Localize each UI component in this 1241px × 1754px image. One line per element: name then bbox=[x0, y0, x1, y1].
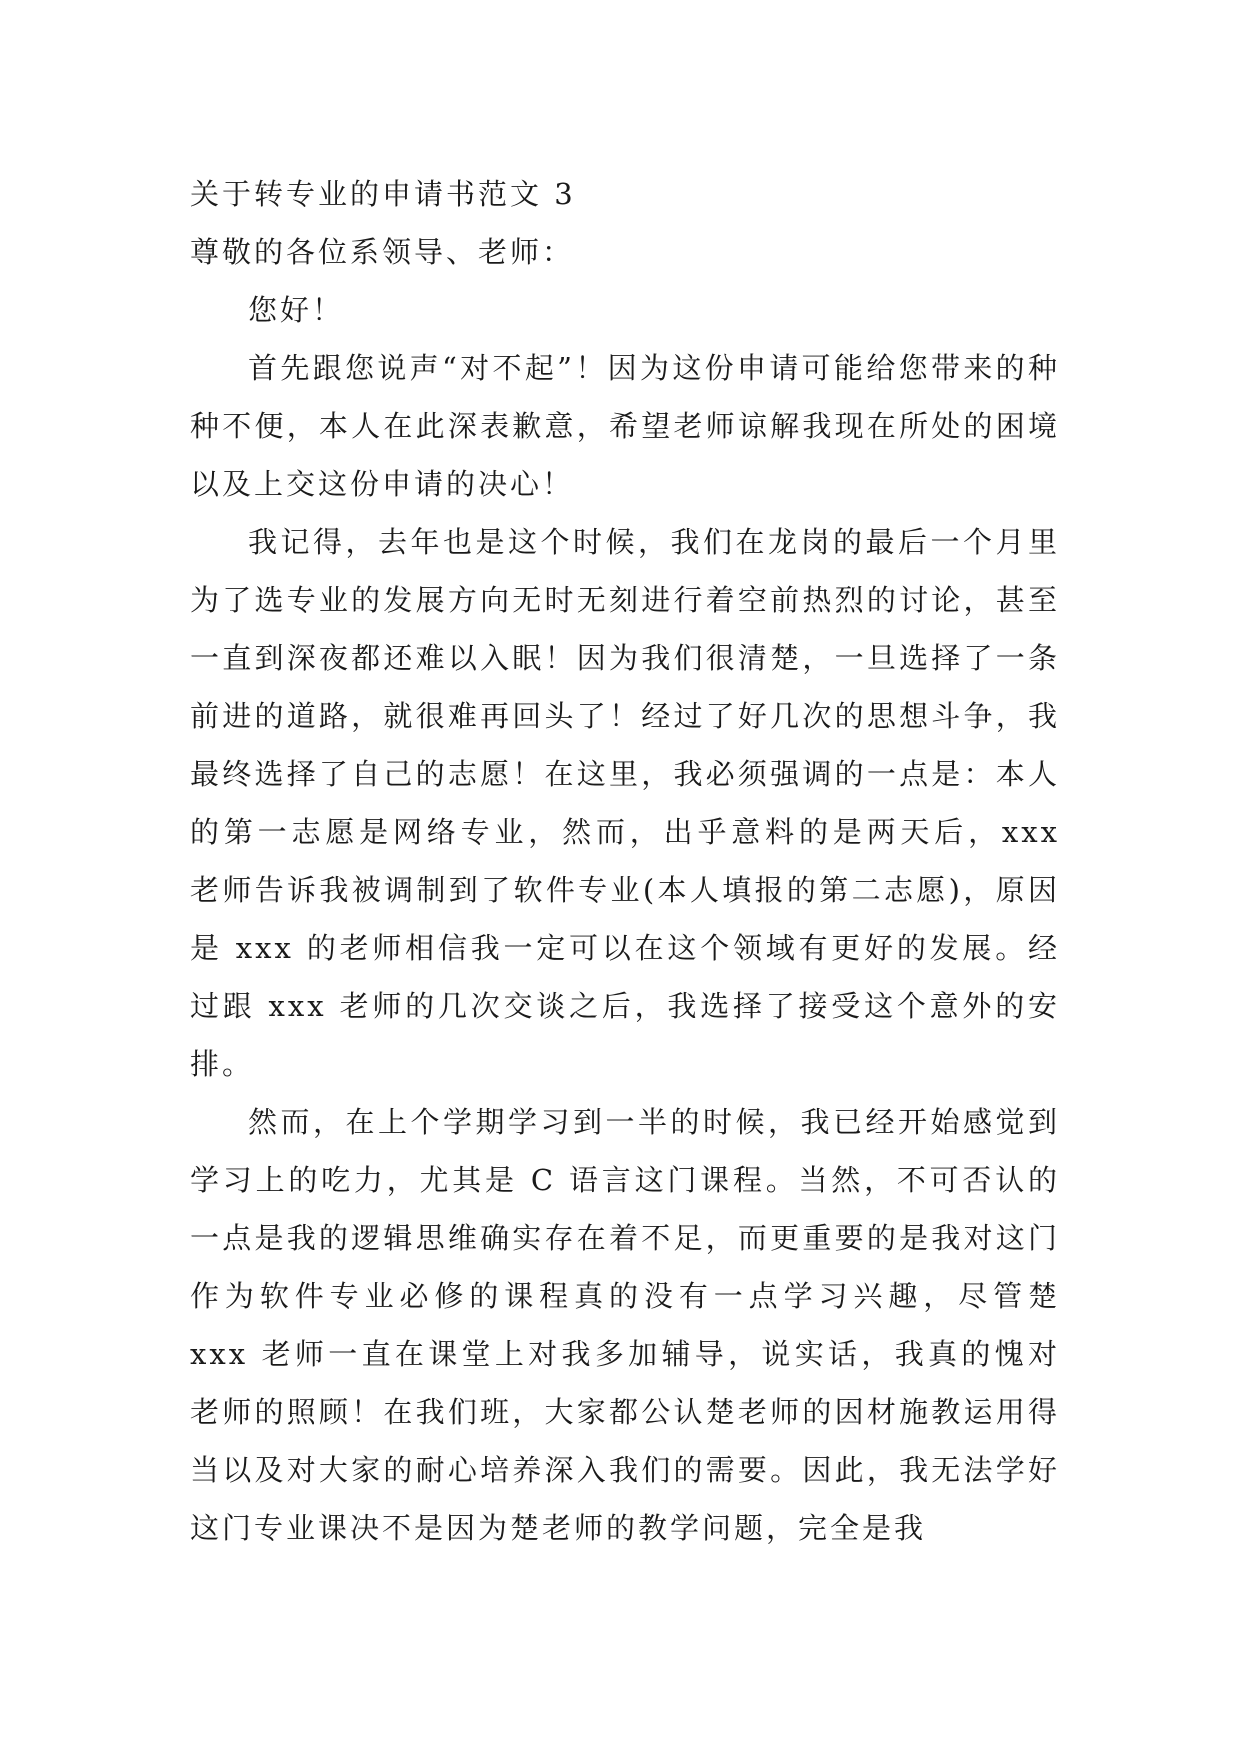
document-title: 关于转专业的申请书范文 3 bbox=[190, 177, 576, 211]
greeting: 您好！ bbox=[248, 293, 345, 327]
salutation: 尊敬的各位系领导、老师： bbox=[190, 235, 575, 269]
paragraph-major-selection: 我记得，去年也是这个时候，我们在龙岗的最后一个月里为了选专业的发展方向无时无刻进行着空前热烈的讨论，甚至一直到深夜都还难以入眠！因为我们很清楚，一旦选择了一条前进的道路，就很难再回头了！经过了好几次的思想斗争，我最终选择了自己的志愿！在这里，我必须强调的一点是：本人的第一志愿是网络专业，然而，出乎意料的是两天后，xxx 老师告诉我被调制到了软件专业(本人填报的第二志愿)，原因是 xxx 的老师相信我一定可以在这个领域有更好的发展。经过跟 xxx 老师的几次交谈之后，我选择了接受这个意外的安排。 bbox=[190, 525, 1060, 1081]
document-body bbox=[190, 165, 1060, 1557]
paragraph-study-difficulty: 然而，在上个学期学习到一半的时候，我已经开始感觉到学习上的吃力，尤其是 C 语言这门课程。当然，不可否认的一点是我的逻辑思维确实存在着不足，而更重要的是我对这门作为软件专业必修的课程真的没有一点学习兴趣，尽管楚 xxx 老师一直在课堂上对我多加辅导，说实话，我真的愧对老师的照顾！在我们班，大家都公认楚老师的因材施教运用得当以及对大家的耐心培养深入我们的需要。因此，我无法学好这门专业课决不是因为楚老师的教学问题，完全是我 bbox=[190, 1105, 1060, 1545]
paragraph-apology: 首先跟您说声“对不起”！因为这份申请可能给您带来的种种不便，本人在此深表歉意，希望老师谅解我现在所处的困境以及上交这份申请的决心！ bbox=[190, 351, 1060, 501]
